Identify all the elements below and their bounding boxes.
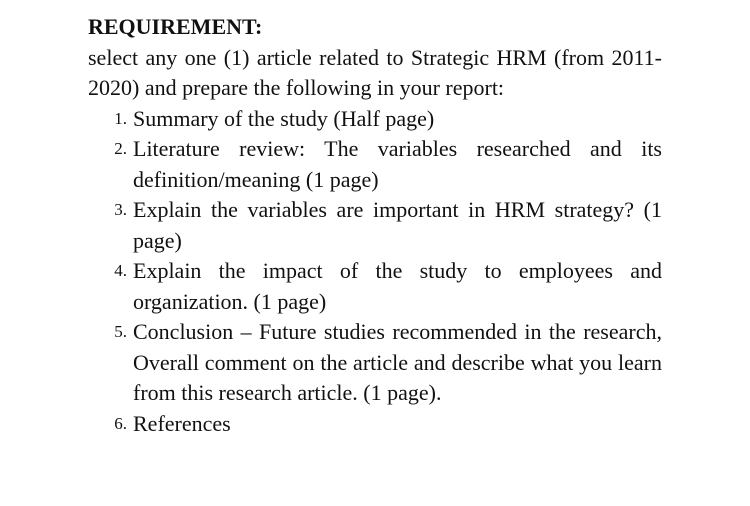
list-item — [88, 409, 662, 440]
list-item-text: Explain the impact of the study to employees and organization. (1 page) — [133, 258, 662, 314]
list-item-text: Conclusion – Future studies recommended in the research, Overall comment on the article and describe what you learn from this research article. (1 page). — [133, 319, 662, 405]
list-item-number: 3. — [114, 200, 127, 219]
requirement-document — [88, 12, 662, 439]
list-item — [88, 134, 662, 195]
list-item-number: 5. — [114, 322, 127, 341]
list-item — [88, 195, 662, 256]
requirement-intro: select any one (1) article related to Strategic HRM (from 2011-2020) and prepare the following in your report: — [88, 44, 662, 100]
list-item-text: References — [133, 410, 231, 436]
list-item — [88, 317, 662, 409]
list-item — [88, 104, 662, 135]
list-item-number: 4. — [114, 261, 127, 280]
list-item-number: 1. — [114, 108, 127, 128]
list-item — [88, 256, 662, 317]
list-item-text: Literature review: The variables researched and its definition/meaning (1 page) — [133, 136, 662, 192]
list-item-number: 6. — [114, 413, 127, 433]
requirement-list — [88, 104, 662, 440]
list-item-text: Explain the variables are important in HRM strategy? (1 page) — [133, 197, 662, 253]
list-item-text: Summary of the study (Half page) — [133, 105, 435, 131]
list-item-number: 2. — [114, 139, 127, 158]
requirement-heading: REQUIREMENT: — [88, 14, 263, 39]
